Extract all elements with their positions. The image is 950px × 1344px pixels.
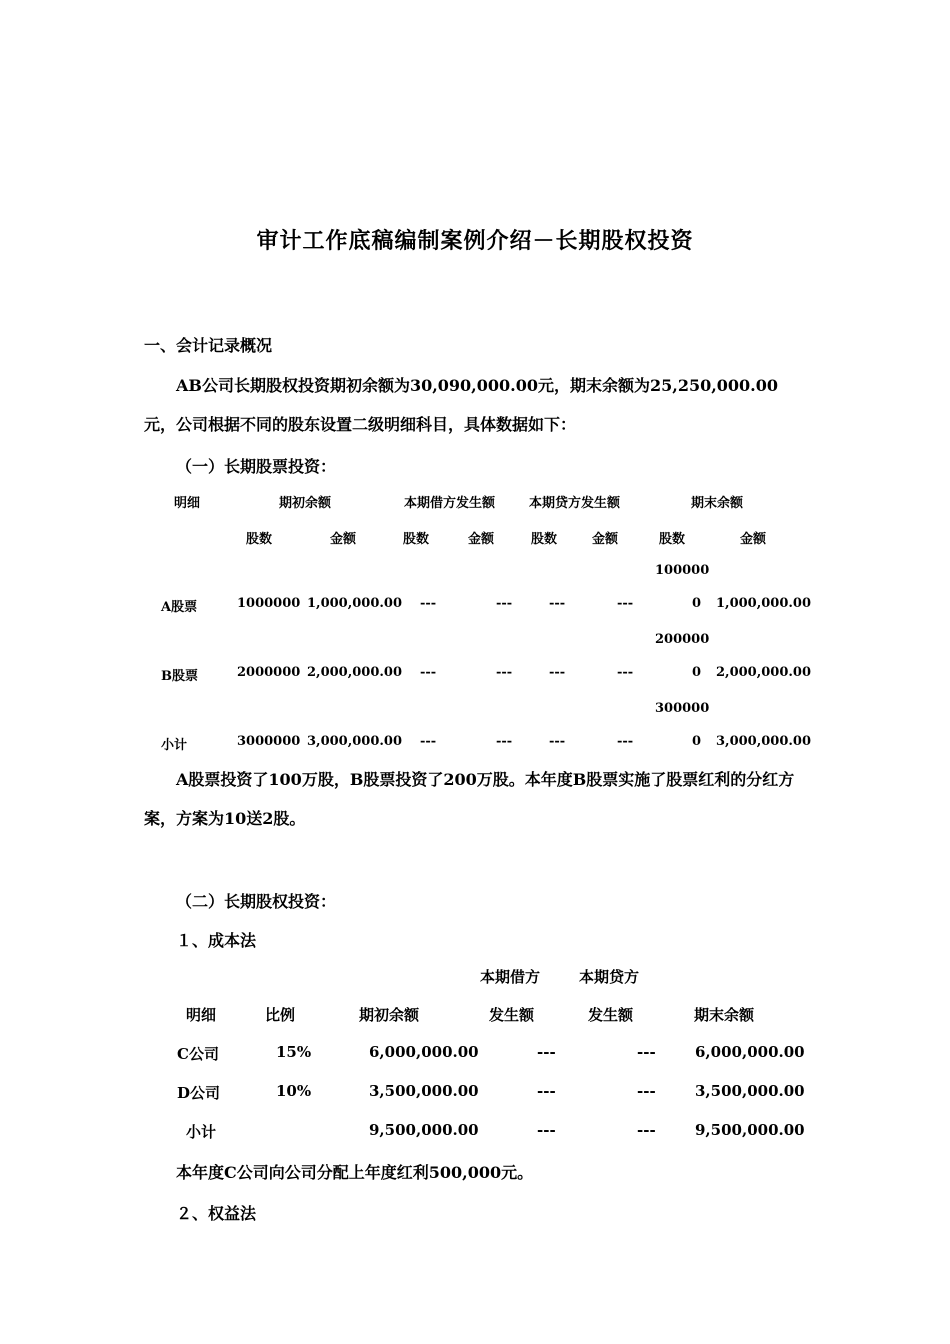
t2-header-debit: 发生额 <box>489 1006 535 1024</box>
t2-cell: --- <box>637 1121 656 1139</box>
t1-cell: 1,000,000.00 <box>307 596 402 611</box>
t2-header-debit-top: 本期借方 <box>480 968 541 986</box>
t1-cell: --- <box>420 596 437 611</box>
t1-cell: --- <box>496 596 513 611</box>
t1-cell: 100000 <box>655 563 710 578</box>
t2-cell: --- <box>537 1043 556 1061</box>
t1-row-name: 小计 <box>161 738 188 753</box>
t1-sub-shares: 股数 <box>403 532 430 547</box>
t2-cell: --- <box>637 1082 656 1100</box>
equity-method-title: ２、权益法 <box>176 1204 257 1223</box>
t2-header-closing: 期末余额 <box>694 1006 755 1024</box>
t2-cell: 10% <box>276 1082 312 1100</box>
t1-cell: --- <box>496 734 513 749</box>
part1-title: （一）长期股票投资： <box>176 457 337 476</box>
t2-cell: 6,000,000.00 <box>695 1043 805 1061</box>
t1-row-name: B股票 <box>161 669 198 684</box>
t1-cell: 2000000 <box>237 665 301 680</box>
t1-cell: 2,000,000.00 <box>716 665 811 680</box>
t1-cell: --- <box>617 596 634 611</box>
t1-sub-amount: 金额 <box>592 532 619 547</box>
t2-cell: 3,500,000.00 <box>369 1082 479 1100</box>
t2-cell: --- <box>537 1082 556 1100</box>
t1-cell: 3,000,000.00 <box>307 734 402 749</box>
t1-cell: --- <box>549 734 566 749</box>
t2-row-name: D公司 <box>177 1084 221 1102</box>
cost-method-title: １、成本法 <box>176 931 257 950</box>
t1-cell: 1000000 <box>237 596 301 611</box>
t2-row-name: 小计 <box>186 1123 217 1141</box>
section-heading: 一、会计记录概况 <box>144 336 273 355</box>
t1-cell: --- <box>617 665 634 680</box>
t1-sub-shares: 股数 <box>531 532 558 547</box>
t1-header-debit: 本期借方发生额 <box>404 496 496 511</box>
t1-sub-shares: 股数 <box>246 532 273 547</box>
t1-cell: 2,000,000.00 <box>307 665 402 680</box>
t2-cell: --- <box>637 1043 656 1061</box>
t1-cell: 3000000 <box>237 734 301 749</box>
t2-cell: 9,500,000.00 <box>369 1121 479 1139</box>
t2-cell: --- <box>537 1121 556 1139</box>
t1-cell: 1,000,000.00 <box>716 596 811 611</box>
t1-cell: 3,000,000.00 <box>716 734 811 749</box>
t1-sub-amount: 金额 <box>330 532 357 547</box>
t1-cell: --- <box>420 734 437 749</box>
t1-cell: 200000 <box>655 632 710 647</box>
t2-row-name: C公司 <box>177 1045 219 1063</box>
t2-cell: 3,500,000.00 <box>695 1082 805 1100</box>
t1-row-name: A股票 <box>161 600 198 615</box>
t1-cell: --- <box>617 734 634 749</box>
t1-header-credit: 本期贷方发生额 <box>529 496 621 511</box>
t1-header-detail: 明细 <box>174 496 201 511</box>
t1-header-closing: 期末余额 <box>691 496 744 511</box>
note2-paragraph: 本年度C公司向公司分配上年度红利500,000元。 <box>176 1163 534 1182</box>
t1-sub-amount: 金额 <box>468 532 495 547</box>
t1-header-opening: 期初余额 <box>279 496 332 511</box>
t2-header-detail: 明细 <box>186 1006 217 1024</box>
t2-cell: 15% <box>276 1043 312 1061</box>
t1-cell: 0 <box>692 665 702 680</box>
t1-cell: --- <box>549 665 566 680</box>
t2-header-opening: 期初余额 <box>359 1006 420 1024</box>
part2-title: （二）长期股权投资： <box>176 892 337 911</box>
t2-header-credit-top: 本期贷方 <box>579 968 640 986</box>
t2-cell: 6,000,000.00 <box>369 1043 479 1061</box>
t1-cell: 300000 <box>655 701 710 716</box>
t2-header-credit: 发生额 <box>588 1006 634 1024</box>
t1-cell: --- <box>549 596 566 611</box>
t1-sub-shares: 股数 <box>659 532 686 547</box>
t1-sub-amount: 金额 <box>740 532 767 547</box>
t1-cell: --- <box>420 665 437 680</box>
t1-cell: --- <box>496 665 513 680</box>
intro-paragraph: AB公司长期股权投资期初余额为30,090,000.00元，期末余额为25,250,000.00元，公司根据不同的股东设置二级明细科目，具体数据如下： <box>144 376 779 434</box>
t2-header-ratio: 比例 <box>265 1006 296 1024</box>
t2-cell: 9,500,000.00 <box>695 1121 805 1139</box>
note1-paragraph: A股票投资了100万股，B股票投资了200万股。本年度B股票实施了股票红利的分红方案，方案为10送2股。 <box>144 770 795 828</box>
t1-cell: 0 <box>692 734 702 749</box>
t1-cell: 0 <box>692 596 702 611</box>
page-title: 审计工作底稿编制案例介绍－长期股权投资 <box>256 228 694 254</box>
